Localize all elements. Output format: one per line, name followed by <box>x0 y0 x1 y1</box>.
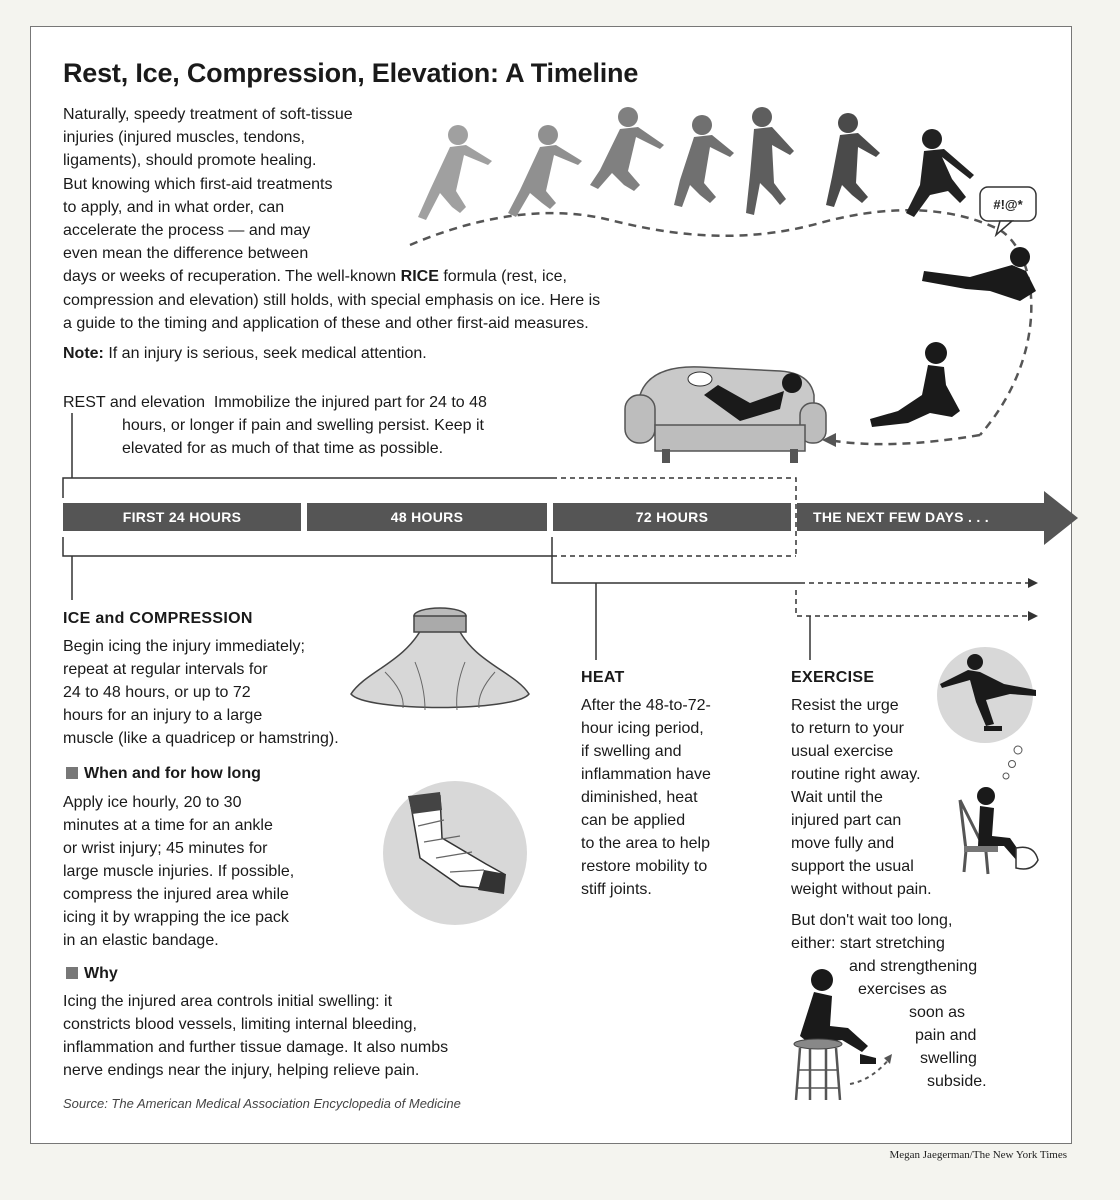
credit-line: Megan Jaegerman/The New York Times <box>889 1149 1067 1161</box>
when-line: in an elastic bandage. <box>63 932 219 949</box>
bandaged-foot-illustration <box>380 778 530 928</box>
exercise-line: swelling <box>920 1050 977 1067</box>
heat-line: if swelling and <box>581 743 682 760</box>
intro-text: days or weeks of recuperation. The well-known <box>63 268 401 286</box>
intro-line: But knowing which first-aid treatments <box>63 175 333 193</box>
exercise-line: subside. <box>927 1073 987 1090</box>
exercise-line: move fully and <box>791 835 895 852</box>
rest-line: hours, or longer if pain and swelling persist. Keep it <box>122 417 484 434</box>
why-line: nerve endings near the injury, helping relieve pain. <box>63 1062 420 1079</box>
why-text <box>63 990 448 1082</box>
intro-line: injuries (injured muscles, tendons, <box>63 129 305 147</box>
exercise-illustrations <box>780 640 1050 1100</box>
why-line: inflammation and further tissue damage. It also numbs <box>63 1039 449 1056</box>
when-line: minutes at a time for an ankle <box>63 817 273 834</box>
exercise-line: weight without pain. <box>791 881 932 898</box>
exercise-line: Resist the urge <box>791 697 899 714</box>
bullet-square <box>66 967 78 979</box>
when-line: Apply ice hourly, 20 to 30 <box>63 794 242 811</box>
when-line: compress the injured area while <box>63 886 289 903</box>
timeline-segment-72-hours: 72 HOURS <box>553 503 791 531</box>
heat-line: inflammation have <box>581 766 711 783</box>
ice-line: repeat at regular intervals for <box>63 661 268 678</box>
intro-line: ligaments), should promote healing. <box>63 152 317 170</box>
exercise-line: usual exercise <box>791 743 894 760</box>
ice-pack-illustration <box>345 602 535 720</box>
why-heading <box>66 965 118 983</box>
heat-line: hour icing period, <box>581 720 704 737</box>
heat-line: stiff joints. <box>581 881 652 898</box>
heat-line: After the 48-to-72- <box>581 697 711 714</box>
source-note: Source: The American Medical Association Encyclopedia of Medicine <box>63 1096 461 1111</box>
why-line: constricts blood vessels, limiting internal bleeding, <box>63 1016 417 1033</box>
heat-text <box>581 694 711 901</box>
rest-line: elevated for as much of that time as possible. <box>122 440 444 457</box>
why-line: Icing the injured area controls initial swelling: it <box>63 993 393 1010</box>
exercise-line: and strengthening <box>849 958 978 975</box>
ice-line: 24 to 48 hours, or up to 72 <box>63 684 251 701</box>
intro-line: compression and elevation) still holds, with special emphasis on ice. Here is <box>63 291 601 309</box>
when-line: icing it by wrapping the ice pack <box>63 909 289 926</box>
exercise-line: soon as <box>909 1004 966 1021</box>
exercise-line: injured part can <box>791 812 902 829</box>
speech-bubble-text: #!@* <box>993 197 1023 212</box>
intro-line: Naturally, speedy treatment of soft-tissue <box>63 106 353 123</box>
intro-line: a guide to the timing and application of these and other first-aid measures. <box>63 314 589 332</box>
when-text <box>63 791 294 952</box>
intro-line: even mean the difference between <box>63 245 309 263</box>
heat-line: to the area to help <box>581 835 710 852</box>
exercise-line: routine right away. <box>791 766 921 783</box>
timeline-segment-48-hours: 48 HOURS <box>307 503 547 531</box>
timeline-segment-next-few-days: THE NEXT FEW DAYS . . . <box>797 503 1047 531</box>
page-title: Rest, Ice, Compression, Elevation: A Timeline <box>63 58 639 88</box>
when-heading-text: When and for how long <box>84 765 261 782</box>
stool-stretching-figure <box>794 969 892 1100</box>
ice-line: muscle (like a quadricep or hamstring). <box>63 730 339 747</box>
heat-line: restore mobility to <box>581 858 708 875</box>
chair-sitting-figure <box>960 787 1038 874</box>
ice-line: hours for an injury to a large <box>63 707 263 724</box>
rest-heading: REST and elevation <box>63 394 206 411</box>
exercise-line: Wait until the <box>791 789 883 806</box>
rest-text: Immobilize the injured part for 24 to 48 <box>213 394 487 411</box>
exercise-heading: EXERCISE <box>791 669 875 686</box>
intro-line: accelerate the process — and may <box>63 222 311 240</box>
exercise-line: support the usual <box>791 858 914 875</box>
when-heading <box>66 765 261 783</box>
heat-line: diminished, heat <box>581 789 698 806</box>
why-heading-text: Why <box>84 965 118 982</box>
exercise-line: exercises as <box>858 981 947 998</box>
note-label: Note: <box>63 345 104 362</box>
exercise-line: But don't wait too long, <box>791 912 953 929</box>
heat-line: can be applied <box>581 812 686 829</box>
ice-text <box>63 635 339 750</box>
intro-line: to apply, and in what order, can <box>63 198 285 216</box>
ice-line: Begin icing the injury immediately; <box>63 638 305 655</box>
note-text: If an injury is serious, seek medical attention. <box>103 345 427 362</box>
when-line: or wrist injury; 45 minutes for <box>63 840 268 857</box>
exercise-line: pain and <box>915 1027 977 1044</box>
heat-heading: HEAT <box>581 669 625 686</box>
rice-term: RICE <box>400 268 439 286</box>
when-line: large muscle injuries. If possible, <box>63 863 295 880</box>
ice-heading: ICE and COMPRESSION <box>63 610 253 627</box>
intro-text: formula (rest, ice, <box>438 268 567 286</box>
exercise-line: to return to your <box>791 720 904 737</box>
timeline-segment-first-24-hours: FIRST 24 HOURS <box>63 503 301 531</box>
bullet-square <box>66 767 78 779</box>
exercise-line: either: start stretching <box>791 935 945 952</box>
